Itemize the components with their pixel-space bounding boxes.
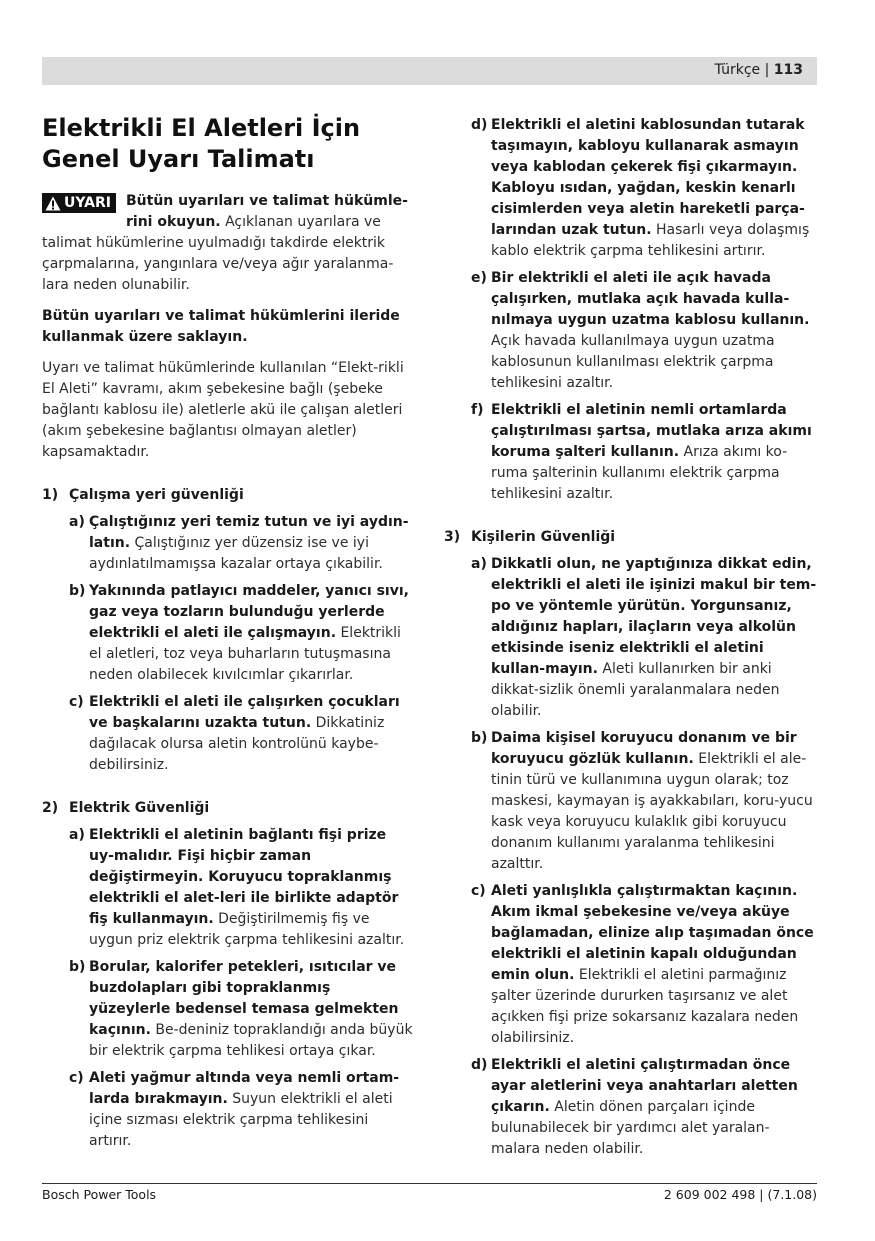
list-item: b) Yakınında patlayıcı maddeler, yanıcı sıvı, gaz veya tozların bulunduğu yerlerde elektrikli el aleti ile çalışmayın. Elektrikli el aletleri, toz veya buharların tutuşmasına neden olabilecek kıvılcımlar çıkarırlar. — [69, 583, 409, 683]
list-item: b) Borular, kalorifer petekleri, ısıtıcılar ve buzdolapları gibi topraklanmış yüzeylerle bedensel temasa gelmekten kaçının. Be-deniniz topraklandığı anda büyük bir elektrik çarpma tehlikesi ortaya çıkar. — [69, 959, 413, 1059]
footer-divider — [42, 1183, 817, 1184]
warning-label: UYARI — [64, 195, 111, 211]
list-item: c) Aleti yağmur altında veya nemli ortam-larda bırakmayın. Suyun elektrikli el aleti içine sızması elektrik çarpma tehlikesini artırır. — [69, 1070, 400, 1149]
list-item: f) Elektrikli el aletinin nemli ortamlarda çalıştırılması şartsa, mutlaka arıza akımı koruma şalteri kullanın. Arıza akımı ko-ruma şalterinin kullanımı elektrik çarpma tehlikesini azaltır. — [471, 402, 812, 502]
list-item: d) Elektrikli el aletini çalıştırmadan önce ayar aletlerini veya anahtarları aletten çıkarın. Aletin dönen parçaları içinde bulunabilecek bir yardımcı alet yaralan-malara neden olabilir. — [471, 1057, 798, 1157]
section-3 — [444, 527, 818, 1160]
warning-badge — [42, 193, 116, 213]
list-item: a) Çalıştığınız yeri temiz tutun ve iyi aydın-latın. Çalıştığınız yer düzensiz ise ve iyi aydınlatılmamışsa kazalar ortaya çıkabilir. — [69, 514, 409, 572]
intro-paragraph — [42, 191, 414, 296]
intro-bold: Bütün uyarıları ve talimat hükümle-rini okuyun. — [126, 193, 408, 230]
header-language: Türkçe — [714, 62, 761, 78]
section-1 — [42, 485, 414, 776]
save-note: Bütün uyarıları ve talimat hükümlerini ileride kullanmak üzere saklayın. — [42, 308, 400, 345]
list-item: a) Elektrikli el aletinin bağlantı fişi prize uy-malıdır. Fişi hiçbir zaman değiştirmeyin. Koruyucu topraklanmış elektrikli el alet-leri ile birlikte adaptör fiş kullanmayın. Değiştirilmemiş fiş ve uygun priz elektrik çarpma tehlikesini azaltır. — [69, 827, 405, 948]
page-header-bar — [42, 57, 817, 85]
page-title: Elektrikli El Aletleri İçin Genel Uyarı Talimatı — [42, 114, 361, 173]
left-column — [42, 113, 414, 1158]
list-item: c) Elektrikli el aleti ile çalışırken çocukları ve başkalarını uzakta tutun. Dikkatiniz dağılacak olursa aletin kontrolünü kaybe-debilirsiniz. — [69, 694, 400, 773]
intro-text: Açıklanan uyarılara ve talimat hükümlerine uyulmadığı takdirde elektrik çarpmalarına, yangınlara ve/veya ağır yaralanma-lara neden olunabilir. — [42, 214, 394, 293]
definition-paragraph: Uyarı ve talimat hükümlerinde kullanılan “Elekt-rikli El Aleti” kavramı, akım şebekesine bağlı (şebeke bağlantı kablosu ile) aletlerle akü ile çalışan aletleri (akım şebekesine bağlantısı olmayan aletler) kapsamaktadır. — [42, 360, 404, 460]
header-separator: | — [764, 62, 770, 78]
list-item: d) Elektrikli el aletini kablosundan tutarak taşımayın, kabloyu kullanarak asmayın veya kablodan çekerek fişi çıkarmayın. Kabloyu ısıdan, yağdan, keskin kenarlı cisimlerden veya aletin hareketli parça-larından uzak tutun. Hasarlı veya dolaşmış kablo elektrik çarpma tehlikesini artırır. — [471, 117, 810, 259]
section-2 — [42, 798, 414, 1152]
section-title: 3) Kişilerin Güvenliği — [444, 529, 616, 545]
section-title: 2) Elektrik Güvenliği — [42, 800, 210, 816]
list-item: c) Aleti yanlışlıkla çalıştırmaktan kaçının. Akım ikmal şebekesine ve/veya aküye bağlamadan, elinize alıp taşımadan önce elektrikli el aletinin kapalı olduğundan emin olun. Elektrikli el aletini parmağınız şalter üzerinde dururken taşırsanız ve alet açıkken fişi prize sokarsanız kazalara neden olabilirsiniz. — [471, 883, 814, 1046]
list-item: e) Bir elektrikli el aleti ile açık havada çalışırken, mutlaka açık havada kulla-nılmaya uygun uzatma kablosu kullanın. Açık havada kullanılmaya uygun uzatma kablosunun kullanılması elektrik çarpma tehlikesini azaltır. — [471, 270, 810, 391]
section-title: 1) Çalışma yeri güvenliği — [42, 487, 244, 503]
footer-publisher: Bosch Power Tools — [42, 1187, 157, 1202]
warning-triangle-icon — [45, 196, 61, 211]
footer-doc-number: 2 609 002 498 | (7.1.08) — [663, 1187, 817, 1202]
list-item: b) Daima kişisel koruyucu donanım ve bir koruyucu gözlük kullanın. Elektrikli el ale-tinin türü ve kullanımına uygun olarak; toz maskesi, kaymayan iş ayakkabıları, koru-yucu kask veya koruyucu kulaklık gibi koruyucu donanım kullanımı yaralanma tehlikesini azalttır. — [471, 730, 813, 872]
page-number: 113 — [773, 62, 803, 78]
list-item: a) Dikkatli olun, ne yaptığınıza dikkat edin, elektrikli el aleti ile işinizi makul bir tem-po ve yöntemle yürütün. Yorgunsanız, aldığınız hapları, ilaçların veya alkolün etkisinde iseniz elektrikli el aletini kullan-mayın. Aleti kullanırken bir anki dikkat-sizlik önemli yaralanmalara neden olabilir. — [471, 556, 817, 719]
page-header — [714, 62, 803, 78]
right-column — [444, 115, 818, 1166]
